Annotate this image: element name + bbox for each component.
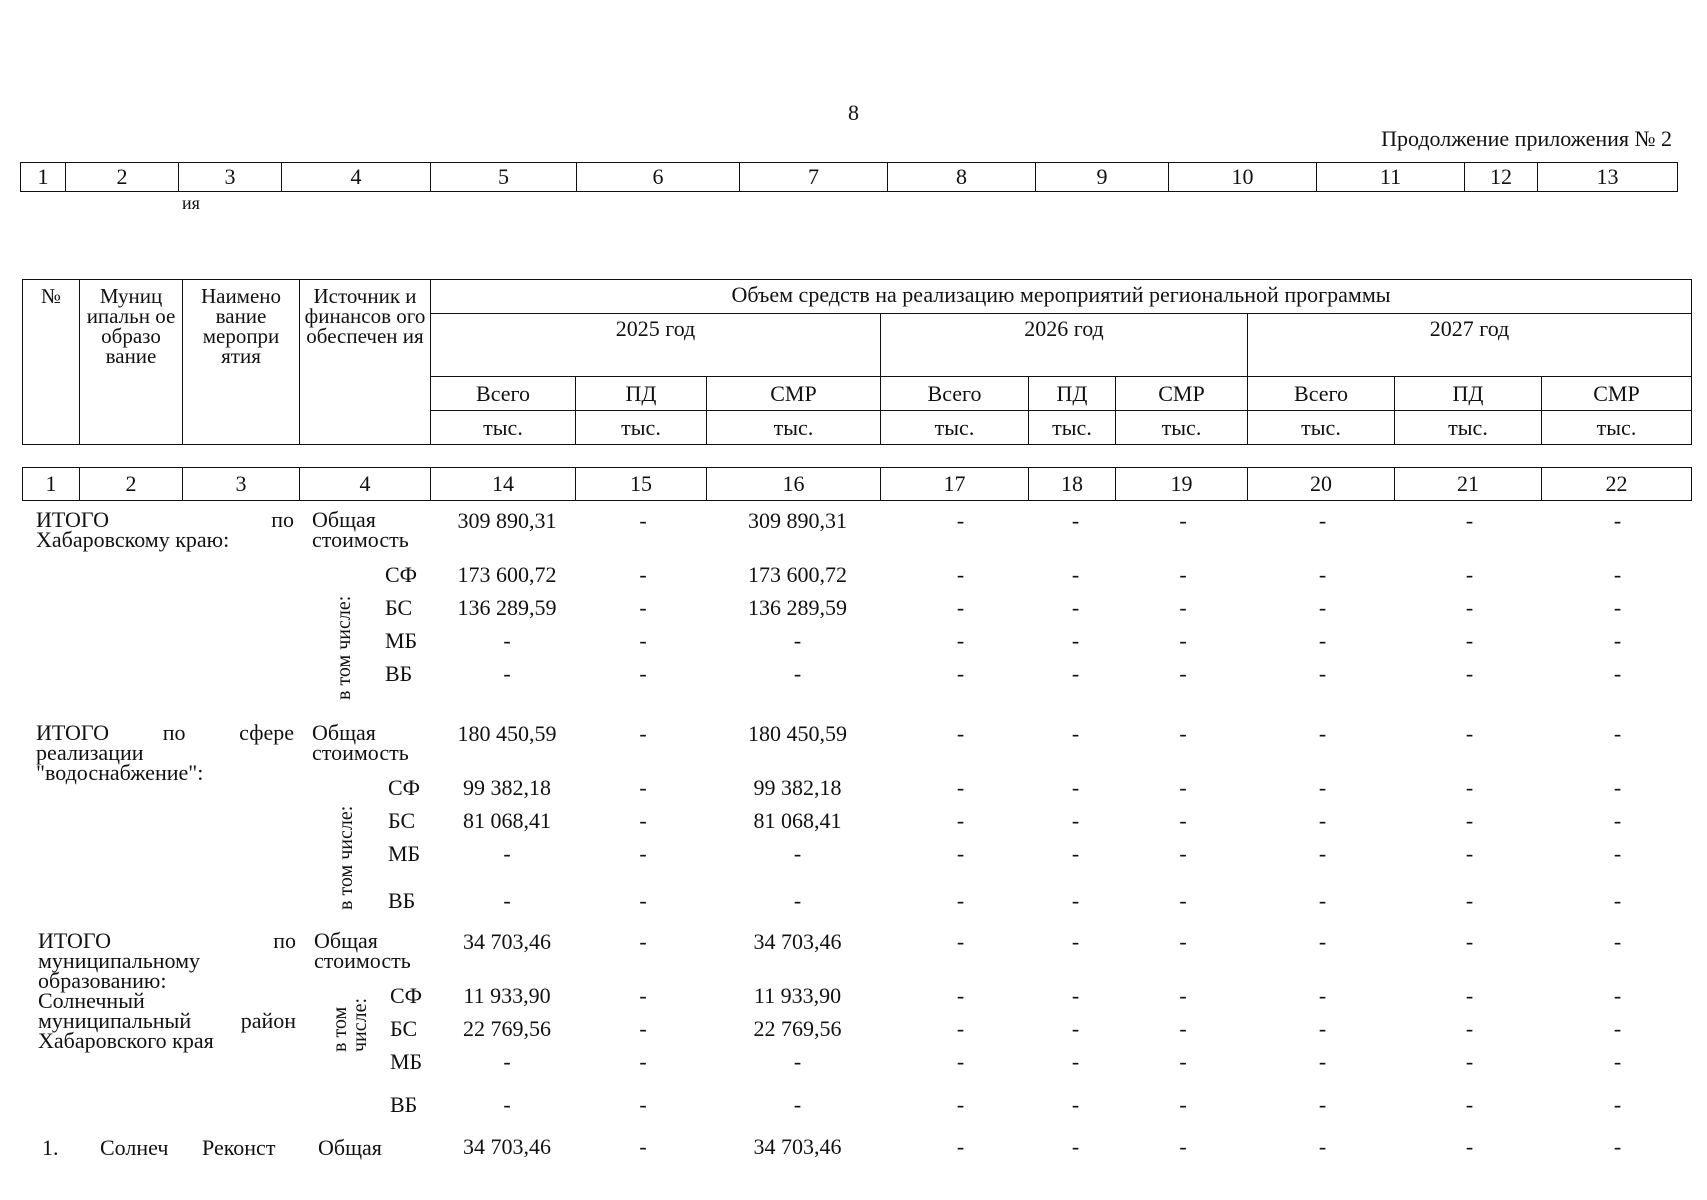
value-cell: - bbox=[1613, 983, 1622, 1008]
value-cell: - bbox=[1613, 595, 1622, 620]
total-cost-label: Общая стоимость bbox=[312, 720, 409, 765]
unit-cell: тыс. bbox=[1248, 411, 1395, 445]
value-cell: - bbox=[1318, 508, 1327, 533]
col-num: 3 bbox=[183, 468, 300, 501]
source-code: СФ bbox=[385, 562, 418, 587]
value-cell: - bbox=[1613, 1092, 1622, 1117]
value-cell: - bbox=[1318, 841, 1327, 866]
stray-text: ия bbox=[182, 193, 200, 213]
value-cell: - bbox=[1613, 508, 1622, 533]
value-cell: - bbox=[1318, 628, 1327, 653]
header-year-2027: 2027 год bbox=[1248, 314, 1692, 377]
value-cell: - bbox=[503, 661, 511, 686]
source-code: МБ bbox=[388, 841, 421, 866]
value-cell: - bbox=[639, 1016, 647, 1041]
header-municipality: Муниц ипальн ое образо вание bbox=[80, 280, 183, 445]
top-col: 6 bbox=[577, 163, 740, 192]
col-num: 22 bbox=[1542, 468, 1692, 501]
incl-label: в том числе: bbox=[329, 997, 371, 1052]
unit-cell: тыс. bbox=[1116, 411, 1248, 445]
value-cell: - bbox=[1071, 841, 1080, 866]
page-number: 8 bbox=[848, 100, 859, 125]
continuation-note: Продолжение приложения № 2 bbox=[1381, 126, 1672, 151]
top-col: 1 bbox=[21, 163, 66, 192]
incl-label: в том числе: bbox=[333, 595, 355, 700]
source-code: БС bbox=[390, 1016, 418, 1041]
value-cell: 173 600,72 bbox=[748, 562, 847, 587]
group-label-line: муниципальный bbox=[38, 1008, 192, 1033]
source-code: МБ bbox=[385, 628, 418, 653]
value-cell: - bbox=[1071, 1049, 1080, 1074]
value-cell: - bbox=[1071, 808, 1080, 833]
value-cell: 34 703,46 bbox=[753, 929, 842, 954]
source-code: ВБ bbox=[390, 1092, 418, 1117]
value-cell: - bbox=[956, 721, 965, 746]
value-cell: - bbox=[1613, 721, 1622, 746]
value-cell: - bbox=[639, 1134, 647, 1159]
value-cell: - bbox=[1179, 841, 1187, 866]
value-cell: - bbox=[639, 595, 647, 620]
value-cell: - bbox=[1613, 775, 1622, 800]
value-cell: - bbox=[1318, 929, 1327, 954]
value-cell: - bbox=[1318, 595, 1327, 620]
value-cell: - bbox=[1318, 888, 1327, 913]
value-cell: - bbox=[1179, 929, 1187, 954]
value-cell: - bbox=[1318, 808, 1327, 833]
top-col: 3 bbox=[179, 163, 282, 192]
subcol-pd: ПД bbox=[576, 377, 707, 411]
value-cell: - bbox=[503, 888, 511, 913]
top-col: 7 bbox=[740, 163, 888, 192]
group-label bbox=[36, 507, 294, 552]
value-cell: - bbox=[1179, 1049, 1187, 1074]
top-col: 10 bbox=[1169, 163, 1317, 192]
unit-cell: тыс. bbox=[576, 411, 707, 445]
col-num: 21 bbox=[1395, 468, 1542, 501]
value-cell: - bbox=[1465, 1016, 1474, 1041]
header-event: Наимено вание меропри ятия bbox=[183, 280, 300, 445]
value-cell: - bbox=[793, 1049, 802, 1074]
value-cell: - bbox=[1465, 775, 1474, 800]
value-cell: 34 703,46 bbox=[463, 1134, 551, 1159]
value-cell: - bbox=[1613, 1134, 1622, 1159]
value-cell: - bbox=[1179, 1016, 1187, 1041]
header-year-2026: 2026 год bbox=[881, 314, 1248, 377]
source-code: ВБ bbox=[385, 661, 413, 686]
unit-cell: тыс. bbox=[881, 411, 1029, 445]
value-cell: - bbox=[639, 808, 647, 833]
value-cell: - bbox=[639, 1092, 647, 1117]
group-label-line: ИТОГО bbox=[36, 720, 109, 745]
subcol-pd: ПД bbox=[1395, 377, 1542, 411]
group-label-line: по bbox=[162, 720, 186, 745]
value-cell: 34 703,46 bbox=[753, 1134, 842, 1159]
group-label-line: по bbox=[273, 928, 296, 953]
unit-cell: тыс. bbox=[431, 411, 576, 445]
top-col: 8 bbox=[888, 163, 1036, 192]
col-num: 2 bbox=[80, 468, 183, 501]
value-cell: - bbox=[1179, 983, 1187, 1008]
value-cell: - bbox=[1318, 721, 1327, 746]
value-cell: - bbox=[1613, 1049, 1622, 1074]
value-cell: - bbox=[956, 841, 965, 866]
source-code: СФ bbox=[388, 775, 421, 800]
value-cell: - bbox=[1071, 983, 1080, 1008]
value-cell: - bbox=[1071, 562, 1080, 587]
source-code: БС bbox=[385, 595, 413, 620]
header-volume: Объем средств на реализацию мероприятий региональной программы bbox=[431, 280, 1692, 314]
top-col: 9 bbox=[1036, 163, 1169, 192]
top-col: 11 bbox=[1317, 163, 1465, 192]
value-cell: - bbox=[639, 775, 647, 800]
value-cell: - bbox=[1179, 628, 1187, 653]
value-cell: - bbox=[793, 628, 802, 653]
value-cell: - bbox=[1465, 1092, 1474, 1117]
value-cell: - bbox=[956, 808, 965, 833]
value-cell: - bbox=[1465, 508, 1474, 533]
value-cell: - bbox=[793, 841, 802, 866]
group-label-line: район bbox=[240, 1008, 296, 1033]
value-cell: - bbox=[639, 888, 647, 913]
header-source: Источник и финансов ого обеспечен ия bbox=[300, 280, 431, 445]
col-num: 19 bbox=[1116, 468, 1248, 501]
column-numbers-row bbox=[22, 467, 1692, 501]
value-cell: - bbox=[956, 983, 965, 1008]
source-code: БС bbox=[388, 808, 416, 833]
value-cell: - bbox=[1071, 775, 1080, 800]
value-cell: - bbox=[1071, 1134, 1080, 1159]
col-num: 20 bbox=[1248, 468, 1395, 501]
value-cell: - bbox=[1179, 508, 1187, 533]
col-num: 1 bbox=[23, 468, 80, 501]
subcol-total: Всего bbox=[881, 377, 1029, 411]
value-cell: 11 933,90 bbox=[753, 983, 842, 1008]
top-col: 2 bbox=[66, 163, 179, 192]
value-cell: - bbox=[1613, 628, 1622, 653]
subcol-pd: ПД bbox=[1029, 377, 1116, 411]
unit-cell: тыс. bbox=[1029, 411, 1116, 445]
value-cell: - bbox=[1071, 929, 1080, 954]
col-num: 4 bbox=[300, 468, 431, 501]
group-label-line: по bbox=[271, 507, 294, 532]
group-label-line: Хабаровского края bbox=[38, 1028, 214, 1053]
value-cell: - bbox=[1071, 1016, 1080, 1041]
value-cell: - bbox=[956, 661, 965, 686]
source-code: СФ bbox=[390, 983, 423, 1008]
value-cell: 309 890,31 bbox=[457, 508, 557, 533]
value-cell: - bbox=[1179, 1092, 1187, 1117]
value-cell: - bbox=[956, 562, 965, 587]
value-cell: - bbox=[1318, 983, 1327, 1008]
value-cell: 81 068,41 bbox=[753, 808, 842, 833]
value-cell: - bbox=[1465, 1134, 1474, 1159]
top-col: 4 bbox=[282, 163, 431, 192]
value-cell: 81 068,41 bbox=[463, 808, 551, 833]
value-cell: - bbox=[639, 929, 647, 954]
value-cell: - bbox=[1179, 775, 1187, 800]
value-cell: - bbox=[1179, 1134, 1187, 1159]
col-num: 17 bbox=[881, 468, 1029, 501]
incl-label: в том числе: bbox=[335, 805, 357, 910]
value-cell: - bbox=[639, 628, 647, 653]
value-cell: - bbox=[956, 1016, 965, 1041]
col-num: 18 bbox=[1029, 468, 1116, 501]
value-cell: - bbox=[1465, 562, 1474, 587]
header-table bbox=[22, 279, 1692, 445]
value-cell: 173 600,72 bbox=[457, 562, 557, 587]
value-cell: - bbox=[1071, 595, 1080, 620]
value-cell: - bbox=[639, 841, 647, 866]
value-cell: - bbox=[1465, 841, 1474, 866]
value-cell: 22 769,56 bbox=[463, 1016, 551, 1041]
value-cell: - bbox=[639, 983, 647, 1008]
value-cell: - bbox=[793, 661, 802, 686]
value-cell: - bbox=[1071, 628, 1080, 653]
value-cell: 309 890,31 bbox=[748, 508, 847, 533]
total-cost-label: Общая стоимость bbox=[314, 928, 411, 973]
unit-cell: тыс. bbox=[1395, 411, 1542, 445]
value-cell: - bbox=[1465, 628, 1474, 653]
value-cell: - bbox=[503, 841, 511, 866]
value-cell: - bbox=[1071, 888, 1080, 913]
value-cell: - bbox=[503, 1049, 511, 1074]
value-cell: 99 382,18 bbox=[753, 775, 842, 800]
group-label-line: реализации bbox=[36, 740, 144, 765]
value-cell: - bbox=[1465, 888, 1474, 913]
group-label bbox=[36, 720, 294, 785]
value-cell: - bbox=[1318, 562, 1327, 587]
value-cell: - bbox=[1465, 661, 1474, 686]
total-cost-label: Общая стоимость bbox=[312, 507, 409, 552]
value-cell: - bbox=[956, 1134, 965, 1159]
header-year-2025: 2025 год bbox=[431, 314, 881, 377]
group-label-line: ИТОГО bbox=[38, 928, 111, 953]
value-cell: - bbox=[1318, 1134, 1327, 1159]
value-cell: - bbox=[956, 775, 965, 800]
subcol-smr: СМР bbox=[1116, 377, 1248, 411]
value-cell: 99 382,18 bbox=[463, 775, 551, 800]
value-cell: 11 933,90 bbox=[463, 983, 551, 1008]
value-cell: - bbox=[956, 929, 965, 954]
top-col: 5 bbox=[431, 163, 577, 192]
value-cell: - bbox=[1318, 1049, 1327, 1074]
value-cell: - bbox=[503, 628, 511, 653]
value-cell: - bbox=[639, 1049, 647, 1074]
value-cell: - bbox=[1071, 661, 1080, 686]
value-cell: - bbox=[1071, 721, 1080, 746]
value-cell: - bbox=[1613, 929, 1622, 954]
value-cell: - bbox=[639, 562, 647, 587]
value-cell: - bbox=[639, 508, 647, 533]
value-cell: - bbox=[956, 1092, 965, 1117]
group-label-line: Хабаровскому краю: bbox=[36, 527, 230, 552]
value-cell: - bbox=[956, 628, 965, 653]
row-number: 1. bbox=[42, 1135, 59, 1160]
group-label-line: ИТОГО bbox=[36, 507, 109, 532]
value-cell: - bbox=[1179, 808, 1187, 833]
value-cell: - bbox=[639, 661, 647, 686]
group-label-line: Солнечный bbox=[38, 988, 145, 1013]
source-code: ВБ bbox=[388, 888, 416, 913]
value-cell: - bbox=[1318, 1016, 1327, 1041]
value-cell: - bbox=[956, 508, 965, 533]
value-cell: 180 450,59 bbox=[457, 721, 557, 746]
value-cell: 136 289,59 bbox=[748, 595, 847, 620]
subcol-total: Всего bbox=[1248, 377, 1395, 411]
value-cell: - bbox=[1318, 775, 1327, 800]
value-cell: 136 289,59 bbox=[457, 595, 557, 620]
value-cell: - bbox=[793, 888, 802, 913]
value-cell: - bbox=[1179, 595, 1187, 620]
col-num: 16 bbox=[707, 468, 881, 501]
subcol-total: Всего bbox=[431, 377, 576, 411]
value-cell: - bbox=[1465, 1049, 1474, 1074]
col-num: 15 bbox=[576, 468, 707, 501]
event-cell: Реконст bbox=[202, 1135, 276, 1160]
group-label-line: "водоснабжение": bbox=[36, 760, 204, 785]
subcol-smr: СМР bbox=[707, 377, 881, 411]
value-cell: - bbox=[1613, 888, 1622, 913]
col-num: 14 bbox=[431, 468, 576, 501]
value-cell: - bbox=[503, 1092, 511, 1117]
value-cell: - bbox=[1465, 808, 1474, 833]
value-cell: - bbox=[1179, 721, 1187, 746]
value-cell: - bbox=[1071, 508, 1080, 533]
value-cell: - bbox=[1318, 661, 1327, 686]
value-cell: - bbox=[956, 1049, 965, 1074]
header-no: № bbox=[23, 280, 80, 445]
value-cell: - bbox=[1071, 1092, 1080, 1117]
group-label-line: образованию: bbox=[38, 968, 167, 993]
top-number-row bbox=[20, 162, 1678, 192]
value-cell: - bbox=[1179, 562, 1187, 587]
value-cell: - bbox=[1465, 595, 1474, 620]
unit-cell: тыс. bbox=[1542, 411, 1692, 445]
value-cell: 22 769,56 bbox=[753, 1016, 842, 1041]
value-cell: - bbox=[1179, 661, 1187, 686]
subcol-smr: СМР bbox=[1542, 377, 1692, 411]
value-cell: - bbox=[1613, 661, 1622, 686]
value-cell: - bbox=[639, 721, 647, 746]
top-col: 12 bbox=[1465, 163, 1538, 192]
value-cell: - bbox=[1465, 983, 1474, 1008]
value-cell: - bbox=[1179, 888, 1187, 913]
value-cell: - bbox=[1613, 841, 1622, 866]
municipality-cell: Солнеч bbox=[100, 1135, 169, 1160]
group-label-line: муниципальному bbox=[38, 948, 201, 973]
value-cell: - bbox=[793, 1092, 802, 1117]
value-cell: - bbox=[1613, 808, 1622, 833]
value-cell: - bbox=[1613, 562, 1622, 587]
value-cell: - bbox=[1465, 721, 1474, 746]
value-cell: - bbox=[1318, 1092, 1327, 1117]
value-cell: 180 450,59 bbox=[748, 721, 847, 746]
value-cell: 34 703,46 bbox=[463, 929, 551, 954]
top-col: 13 bbox=[1538, 163, 1678, 192]
value-cell: - bbox=[956, 595, 965, 620]
value-cell: - bbox=[1465, 929, 1474, 954]
unit-cell: тыс. bbox=[707, 411, 881, 445]
group-label bbox=[38, 928, 296, 1053]
group-label-line: сфере bbox=[239, 720, 294, 745]
source-code: МБ bbox=[390, 1049, 423, 1074]
source-cell: Общая bbox=[318, 1135, 382, 1160]
value-cell: - bbox=[1613, 1016, 1622, 1041]
value-cell: - bbox=[956, 888, 965, 913]
